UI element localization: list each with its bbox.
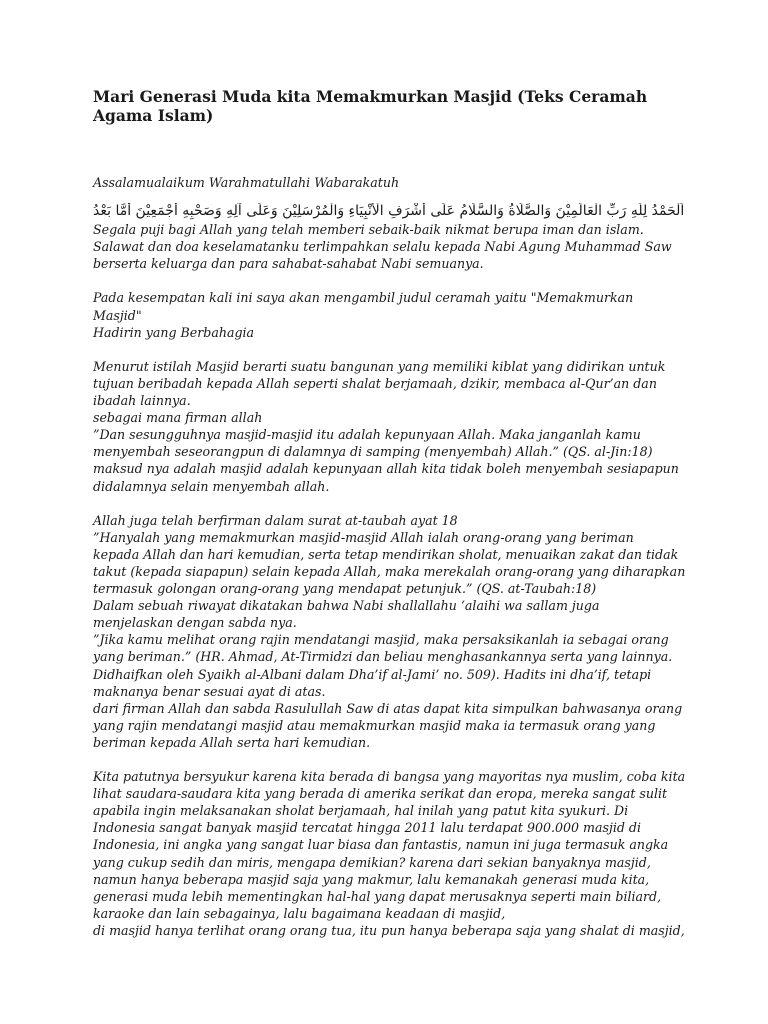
paragraph-4	[93, 512, 686, 751]
spacer	[93, 495, 683, 512]
text-line: yang cukup sedih dan miris, mengapa demikian? karena dari sekian banyaknya masjid,	[93, 854, 651, 870]
quote-line: termasuk golongan orang-orang yang mendapat petunjuk.” (QS. at-Taubah:18)	[93, 581, 597, 597]
spacer	[93, 125, 683, 174]
text-line: maksud nya adalah masjid adalah kepunyaan allah kita tidak boleh menyembah sesiapapun	[93, 461, 679, 477]
text-line: lihat saudara-saudara kita yang berada di amerika serikat dan eropa, mereka sangat sulit	[93, 786, 668, 802]
text-line: Indonesia, ini angka yang sangat luar biasa dan fantastis, namun ini juga termasuk angka	[93, 837, 669, 853]
quote-line: kepada Allah dan hari kemudian, serta tetap mendirikan sholat, menuaikan zakat dan tidak	[93, 546, 679, 562]
text-line: apabila ingin melaksanakan sholat berjamaah, hal inilah yang patut kita syukuri. Di	[93, 803, 629, 819]
spacer	[93, 751, 683, 768]
text-line: sebagai mana firman allah	[93, 410, 263, 426]
quote-line: ”Dan sesungguhnya masjid-masjid itu adalah kepunyaan Allah. Maka janganlah kamu	[93, 427, 641, 443]
quote-line: takut (kepada siapapun) selain kepada Allah, maka merekalah orang-orang yang diharapkan	[93, 563, 686, 579]
spacer	[93, 191, 683, 203]
text-line: didalamnya selain menyembah allah.	[93, 478, 330, 494]
text-line: Segala puji bagi Allah yang telah memberi sebaik-baik nikmat berupa iman dan islam.	[93, 222, 644, 238]
text-line: Didhaifkan oleh Syaikh al-Albani dalam Dha’if al-Jami’ no. 509). Hadits ini dha’if, tetapi	[93, 666, 652, 682]
document-page	[93, 87, 686, 939]
text-line: karaoke dan lain sebagainya, lalu bagaimana keadaan di masjid,	[93, 905, 506, 921]
text-line: Indonesia sangat banyak masjid tercatat hingga 2011 lalu terdapat 900.000 masjid di	[93, 820, 642, 836]
paragraph-3	[93, 358, 683, 495]
spacer	[93, 341, 683, 358]
text-line: Pada kesempatan kali ini saya akan mengambil judul ceramah yaitu "Memakmurkan	[93, 290, 634, 306]
paragraph-2	[93, 289, 683, 340]
text-line: menjelaskan dengan sabda nya.	[93, 615, 297, 631]
text-line: dari firman Allah dan sabda Rasulullah Saw di atas dapat kita simpulkan bahwasanya orang	[93, 700, 683, 716]
arabic-opening: اَلْحَمْدُ لِلّٰهِ رَبِّ الْعَالَمِيْنَ وَالصَّلَاةُ وَالسَّلَامُ عَلَى أَشْرَفِ الْأَنْبِيَاءِ وَالْمُرْسَلِيْنَ وَعَلَى آلِهِ وَصَحْبِهِ أَجْمَعِيْنَ أَمَّا بَعْدُ	[93, 203, 685, 220]
quote-line: ”Hanyalah yang memakmurkan masjid-masjid Allah ialah orang-orang yang beriman	[93, 529, 634, 545]
text-line: Menurut istilah Masjid berarti suatu bangunan yang memiliki kiblat yang didirikan untuk	[93, 358, 666, 374]
document-body	[93, 174, 686, 939]
text-line: namun hanya beberapa masjid saja yang makmur, lalu kemanakah generasi muda kita,	[93, 871, 650, 887]
text-line: beriman kepada Allah serta hari kemudian.	[93, 734, 371, 750]
quote-line: yang beriman.” (HR. Ahmad, At-Tirmidzi dan beliau menghasankannya serta yang lainnya.	[93, 649, 673, 665]
text-line: di masjid hanya terlihat orang orang tua, itu pun hanya beberapa saja yang shalat di masjid,	[93, 922, 685, 938]
text-line: Dalam sebuah riwayat dikatakan bahwa Nabi shallallahu ‘alaihi wa sallam juga	[93, 598, 600, 614]
quote-line: menyembah seseorangpun di dalamnya di samping (menyembah) Allah.” (QS. al-Jin:18)	[93, 444, 653, 460]
greeting: Assalamualaikum Warahmatullahi Wabarakatuh	[93, 175, 400, 190]
text-line: berserta keluarga dan para sahabat-sahabat Nabi semuanya.	[93, 256, 484, 272]
text-line: Masjid"	[93, 307, 142, 323]
quote-line: ”Jika kamu melihat orang rajin mendatangi masjid, maka persaksikanlah ia sebagai orang	[93, 632, 669, 648]
document-title: Mari Generasi Muda kita Memakmurkan Masjid (Teks Ceramah Agama Islam)	[93, 87, 648, 125]
text-line: yang rajin mendatangi masjid atau memakmurkan masjid maka ia termasuk orang yang	[93, 717, 656, 733]
text-line: tujuan beribadah kepada Allah seperti shalat berjamaah, dzikir, membaca al-Qur’an dan	[93, 375, 657, 391]
text-line: Salawat dan doa keselamatanku terlimpahkan selalu kepada Nabi Agung Muhammad Saw	[93, 239, 672, 255]
text-line: maknanya benar sesuai ayat di atas.	[93, 683, 326, 699]
paragraph-5	[93, 768, 686, 939]
text-line: Kita patutnya bersyukur karena kita berada di bangsa yang mayoritas nya muslim, coba kita	[93, 769, 686, 785]
text-line: generasi muda lebih mementingkan hal-hal yang dapat merusaknya seperti main biliard,	[93, 888, 662, 904]
text-line: Hadirin yang Berbahagia	[93, 324, 255, 340]
text-line: ibadah lainnya.	[93, 393, 191, 409]
text-line: Allah juga telah berfirman dalam surat at-taubah ayat 18	[93, 512, 458, 528]
spacer	[93, 272, 683, 289]
paragraph-1	[93, 221, 683, 272]
